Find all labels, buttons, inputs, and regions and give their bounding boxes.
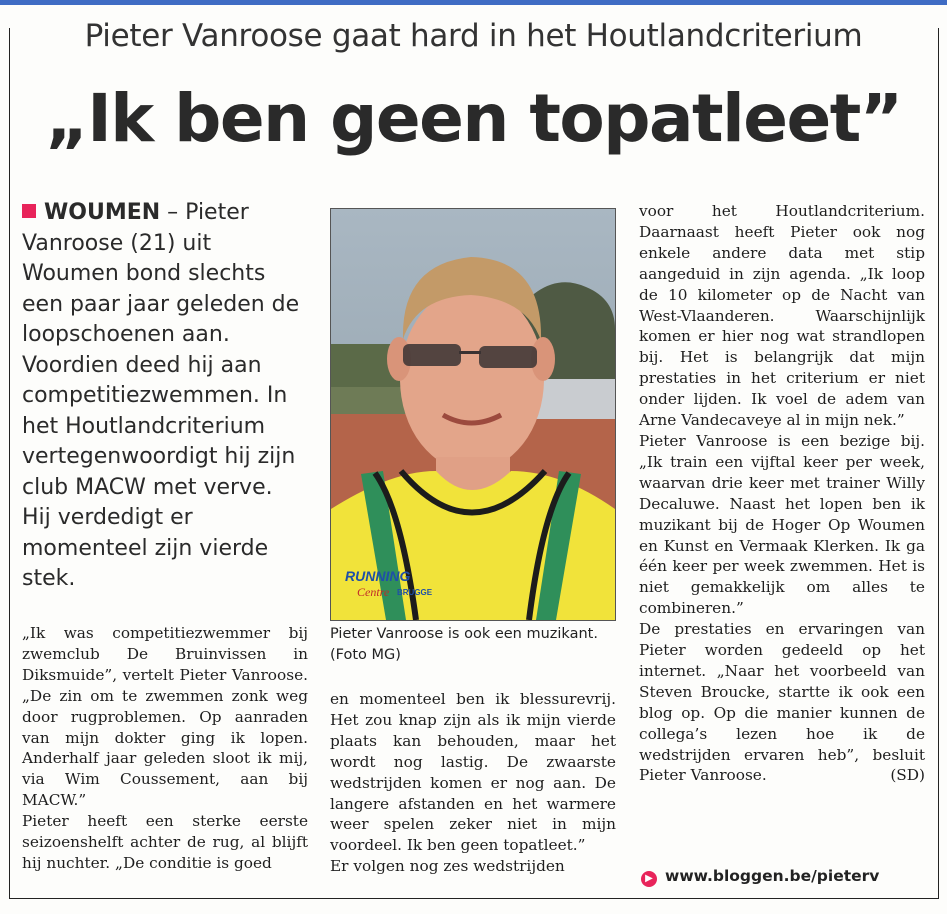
play-arrow-icon: ▶ (641, 871, 657, 887)
paragraph: „Ik was competitiezwemmer bij zwemclub De Bruinvissen in Diksmuide”, vertelt Pieter Vanroose. „De zin om te zwemmen zonk weg door rugproblemen. Op aanraden van mijn dokter ging ik lopen. Anderhalf jaar geleden sloot ik mij, via Wim Coussement, aan bij MACW.” (22, 624, 308, 810)
paragraph: Pieter Vanroose is een bezige bij. „Ik train een vijftal keer per week, waarvan drie keer met trainer Willy Decaluwe. Naast het lopen ben ik muzikant bij de Hoger Op Woumen en Kunst en Vermaak Klerken. Ik ga één keer per week zwemmen. Het is niet gemakkelijk om alles te combineren.” (639, 431, 925, 618)
page-border-bottom (9, 898, 939, 899)
closing-paragraph-text: De prestaties en ervaringen van Pieter worden gedeeld op het internet. „Naar het voorbeeld van Steven Broucke, startte ik ook een blog op. Op die manier kunnen de collega’s lezen hoe ik de wedstrijden ervaren heb”, besluit Pieter Vanroose. (639, 620, 925, 785)
paragraph (639, 619, 925, 786)
paragraph: Pieter heeft een sterke eerste seizoenshelft achter de rug, al blijft hij nuchter. „De conditie is goed (22, 812, 308, 872)
shirt-logo-city: BRUGGE (397, 588, 433, 597)
paragraph: en momenteel ben ik blessurevrij. Het zou knap zijn als ik mijn vierde plaats kan behouden, maar het wordt nog lastig. De zwaarste wedstrijden komen er nog aan. De langere afstanden en het warmere weer spelen zeker niet in mijn voordeel. Ik ben geen topatleet.” (330, 690, 616, 855)
shirt-logo-text: RUNNING (345, 568, 411, 584)
article-headline: „Ik ben geen topatleet” (45, 80, 902, 157)
top-color-bar (0, 0, 947, 5)
square-bullet-icon (22, 204, 36, 218)
byline: (SD) (890, 766, 925, 785)
page-border-right (938, 28, 939, 898)
page-border-left (9, 28, 10, 898)
body-column-3 (639, 201, 925, 786)
body-column-2 (330, 689, 616, 877)
paragraph: Er volgen nog zes wedstrijden (330, 857, 565, 876)
lead-text: – Pieter Vanroose (21) uit Woumen bond slechts een paar jaar geleden de loopschoenen aan. Voordien deed hij aan competitiezwemmen. In het Houtlandcriterium vertegenwoordigt hij zijn club MACW met verve. Hij verdedigt er momenteel zijn vierde stek. (22, 200, 300, 591)
shirt-logo-subtext: Centre (357, 585, 390, 599)
blog-link-text[interactable]: www.bloggen.be/pieterv (665, 867, 880, 885)
paragraph: voor het Houtlandcriterium. Daarnaast heeft Pieter ook nog enkele andere data met stip aangeduid in zijn agenda. „Ik loop de 10 kilometer op de Nacht van West-Vlaanderen. Waarschijnlijk komen er hier nog wat strandlopen bij. Het is belangrijk dat mijn prestaties in het criterium er niet onder lijden. Ik voel de adem van Arne Vandecaveye al in mijn nek.” (639, 202, 925, 430)
blog-link[interactable] (641, 867, 931, 887)
photo-caption: Pieter Vanroose is ook een muzikant. (Foto MG) (330, 626, 598, 663)
article-kicker: Pieter Vanroose gaat hard in het Houtlandcriterium (84, 18, 863, 54)
body-column-1 (22, 623, 308, 874)
lead-place: WOUMEN (44, 200, 161, 225)
athlete-photo (330, 208, 616, 621)
article-lead (22, 198, 308, 595)
